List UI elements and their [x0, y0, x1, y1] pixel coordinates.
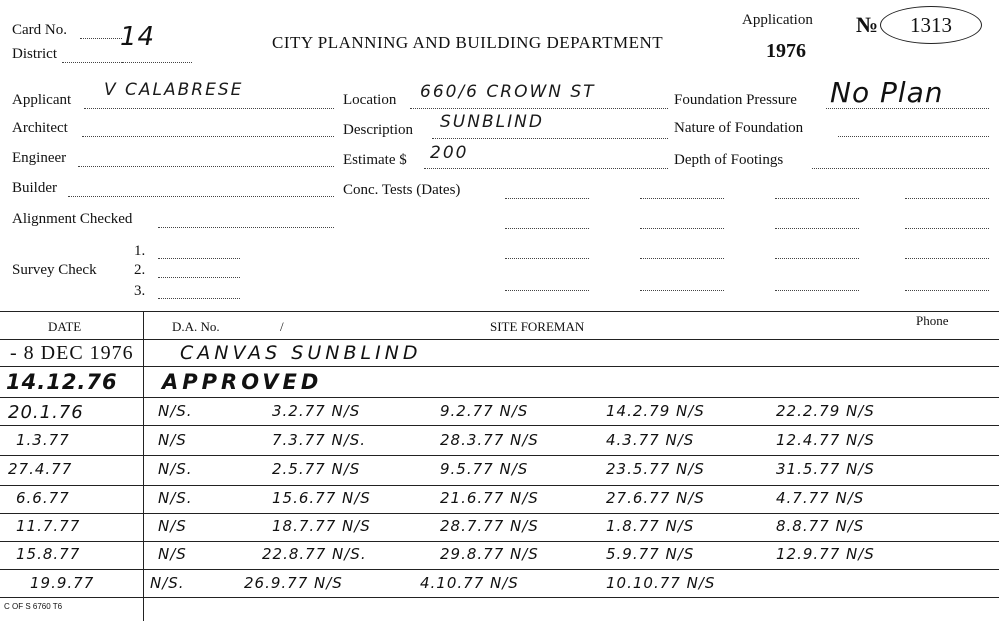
- entry-date: 19.9.77: [30, 574, 95, 592]
- alignment-label: Alignment Checked: [12, 211, 133, 227]
- conc-line: [775, 228, 859, 229]
- survey-line-3: [158, 298, 240, 299]
- estimate-line: [424, 168, 668, 169]
- survey-line-2: [158, 277, 240, 278]
- location-line: [410, 108, 668, 109]
- entry-col-5: 4.7.77 N/S: [776, 489, 865, 507]
- application-number: 1313: [880, 6, 982, 44]
- entry-col-4: 27.6.77 N/S: [606, 489, 705, 507]
- conc-line: [905, 290, 989, 291]
- entry-col-4: 5.9.77 N/S: [606, 545, 695, 563]
- entry-col-2: 22.8.77 N/S.: [262, 545, 367, 563]
- nature-of-foundation-label: Nature of Foundation: [674, 120, 804, 136]
- table-rule: [0, 397, 999, 398]
- column-slash: /: [280, 319, 284, 334]
- conc-line: [640, 198, 724, 199]
- entry-col-1: N/S.: [158, 402, 193, 420]
- description-value: SUNBLIND: [440, 112, 544, 132]
- card-no-value: 14: [120, 22, 156, 52]
- entry-date: 6.6.77: [16, 489, 70, 507]
- entry-col-3: 29.8.77 N/S: [440, 545, 539, 563]
- entry-date: 15.8.77: [16, 545, 81, 563]
- applicant-value: V CALABRESE: [104, 80, 244, 100]
- entry-col-2: 15.6.77 N/S: [272, 489, 371, 507]
- applicant-line: [84, 108, 334, 109]
- entry-col-2: 2.5.77 N/S: [272, 460, 361, 478]
- entry-col-1: N/S.: [150, 574, 185, 592]
- conc-line: [505, 258, 589, 259]
- entry-date-stamp: - 8 DEC 1976: [10, 342, 134, 364]
- card-no-line: [80, 38, 122, 39]
- conc-line: [640, 258, 724, 259]
- depth-of-footings-label: Depth of Footings: [674, 152, 784, 168]
- location-value: 660/6 CROWN ST: [420, 82, 596, 102]
- engineer-line: [78, 166, 334, 167]
- entry-col-2: 26.9.77 N/S: [244, 574, 343, 592]
- builder-label: Builder: [12, 180, 57, 196]
- nature-of-foundation-line: [838, 136, 989, 137]
- conc-line: [505, 198, 589, 199]
- entry-col-2: 18.7.77 N/S: [272, 517, 371, 535]
- entry-col-5: 12.9.77 N/S: [776, 545, 875, 563]
- department-title: CITY PLANNING AND BUILDING DEPARTMENT: [272, 33, 664, 52]
- conc-line: [640, 228, 724, 229]
- entry-col-4: 23.5.77 N/S: [606, 460, 705, 478]
- entry-col-2: 7.3.77 N/S.: [272, 431, 367, 449]
- table-row: [0, 370, 999, 396]
- entry-col-3: 9.2.77 N/S: [440, 402, 529, 420]
- conc-line: [505, 290, 589, 291]
- district-line: [62, 62, 122, 63]
- phone-header: Phone: [916, 313, 949, 328]
- entry-date: 27.4.77: [8, 460, 73, 478]
- entry-col-4: 14.2.79 N/S: [606, 402, 705, 420]
- table-row: [0, 574, 999, 600]
- form-code: C OF S 6760 T6: [4, 602, 63, 611]
- entry-col-4: 10.10.77 N/S: [606, 574, 716, 592]
- engineer-label: Engineer: [12, 150, 67, 166]
- entry-col-4: 1.8.77 N/S: [606, 517, 695, 535]
- table-row: [0, 545, 999, 571]
- conc-line: [505, 228, 589, 229]
- card-no-label: Card No.: [12, 22, 67, 38]
- conc-line: [775, 258, 859, 259]
- entry-col-3: 28.7.77 N/S: [440, 517, 539, 535]
- applicant-label: Applicant: [12, 92, 72, 108]
- architect-line: [82, 136, 334, 137]
- estimate-label: Estimate $: [343, 152, 407, 168]
- conc-line: [905, 228, 989, 229]
- survey-num-1: 1.: [134, 243, 146, 259]
- conc-line: [905, 258, 989, 259]
- entry-text: APPROVED: [162, 370, 323, 394]
- entry-col-3: 4.10.77 N/S: [420, 574, 519, 592]
- entry-date: 11.7.77: [16, 517, 81, 535]
- entry-date: 1.3.77: [16, 431, 70, 449]
- entry-col-2: 3.2.77 N/S: [272, 402, 361, 420]
- entry-col-5: 12.4.77 N/S: [776, 431, 875, 449]
- entry-col-1: N/S.: [158, 489, 193, 507]
- entry-col-1: N/S: [158, 431, 187, 449]
- entry-col-4: 4.3.77 N/S: [606, 431, 695, 449]
- location-label: Location: [343, 92, 397, 108]
- builder-line: [68, 196, 334, 197]
- application-year: 1976: [766, 40, 806, 62]
- foundation-pressure-value: No Plan: [830, 76, 944, 109]
- table-row: [0, 517, 999, 543]
- entry-text: CANVAS SUNBLIND: [180, 342, 422, 364]
- entry-col-3: 28.3.77 N/S: [440, 431, 539, 449]
- table-row: [0, 431, 999, 457]
- entry-col-5: 31.5.77 N/S: [776, 460, 875, 478]
- district-label: District: [12, 46, 57, 62]
- survey-num-2: 2.: [134, 262, 146, 278]
- table-row: [0, 342, 999, 368]
- table-row: [0, 489, 999, 515]
- entry-date: 14.12.76: [6, 370, 118, 394]
- application-label: Application: [742, 12, 813, 28]
- survey-line-1: [158, 258, 240, 259]
- card-no-value-line: [122, 62, 192, 63]
- table-row: [0, 460, 999, 486]
- table-header-rule: [0, 339, 999, 340]
- conc-tests-label: Conc. Tests (Dates): [343, 182, 461, 198]
- description-line: [432, 138, 668, 139]
- architect-label: Architect: [12, 120, 68, 136]
- number-symbol: №: [856, 12, 879, 37]
- conc-line: [905, 198, 989, 199]
- survey-num-3: 3.: [134, 283, 146, 299]
- da-column-header: D.A. No.: [172, 319, 220, 334]
- conc-line: [640, 290, 724, 291]
- entry-col-1: N/S.: [158, 460, 193, 478]
- entry-col-3: 9.5.77 N/S: [440, 460, 529, 478]
- depth-of-footings-line: [812, 168, 989, 169]
- conc-line: [775, 290, 859, 291]
- survey-check-label: Survey Check: [12, 262, 97, 278]
- entry-date: 20.1.76: [8, 402, 84, 423]
- description-label: Description: [343, 122, 413, 138]
- site-foreman-header: SITE FOREMAN: [490, 319, 585, 334]
- conc-line: [775, 198, 859, 199]
- table-top-rule: [0, 311, 999, 312]
- alignment-line: [158, 227, 334, 228]
- estimate-value: 200: [430, 143, 469, 163]
- entry-col-1: N/S: [158, 545, 187, 563]
- table-row: [0, 402, 999, 428]
- entry-col-3: 21.6.77 N/S: [440, 489, 539, 507]
- entry-col-5: 8.8.77 N/S: [776, 517, 865, 535]
- entry-col-1: N/S: [158, 517, 187, 535]
- date-column-header: DATE: [48, 319, 82, 334]
- entry-col-5: 22.2.79 N/S: [776, 402, 875, 420]
- foundation-pressure-label: Foundation Pressure: [674, 92, 797, 108]
